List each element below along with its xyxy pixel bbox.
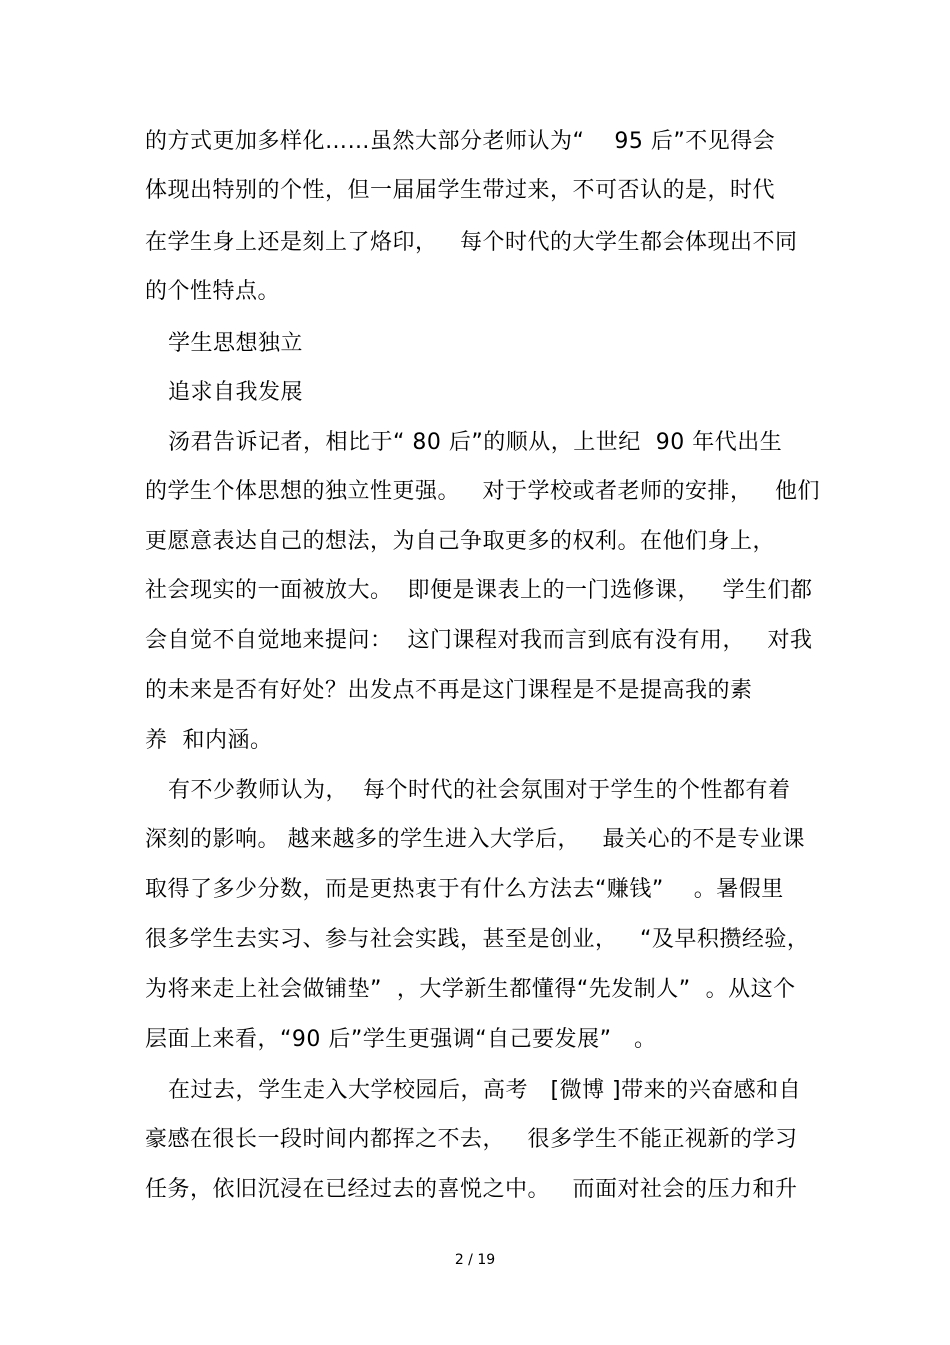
text-line: 更愿意表达自己的想法，为自己争取更多的权利。在他们身上， (145, 529, 776, 554)
text-line: 很多学生去实习、参与社会实践，甚至是创业， “及早积攒经验， (145, 927, 810, 952)
text-line: 有不少教师认为， 每个时代的社会氛围对于学生的个性都有着 (168, 778, 791, 803)
text-line: 取得了多少分数，而是更热衷于有什么方法去“赚钱” 。暑假里 (145, 877, 784, 902)
text-line: 会自觉不自觉地来提问： 这门课程对我而言到底有没有用， 对我 (145, 628, 813, 653)
text-line: 汤君告诉记者，相比于“ 80 后”的顺从，上世纪 90 年代出生 (168, 430, 783, 455)
section-heading: 学生思想独立 (168, 331, 304, 356)
text-line: 在过去，学生走入大学校园后，高考 [微博 ]带来的兴奋感和自 (168, 1078, 802, 1103)
text-line: 养 和内涵。 (145, 728, 273, 753)
text-line: 的个性特点。 (145, 279, 281, 304)
section-heading: 追求自我发展 (168, 380, 304, 405)
text-line: 深刻的影响。 越来越多的学生进入大学后， 最关心的不是专业课 (145, 827, 805, 852)
text-line: 体现出特别的个性，但一届届学生带过来，不可否认的是，时代 (145, 178, 776, 203)
page-number: 2 / 19 (454, 1252, 496, 1268)
text-line: 为将来走上社会做铺垫” ，大学新生都懂得“先发制人” 。从这个 (145, 977, 796, 1002)
text-line: 的未来是否有好处？出发点不再是这门课程是不是提高我的素 (145, 678, 753, 703)
text-line: 社会现实的一面被放大。 即便是课表上的一门选修课， 学生们都 (145, 578, 813, 603)
text-line: 任务，依旧沉浸在已经过去的喜悦之中。 而面对社会的压力和升 (145, 1177, 798, 1202)
text-line: 的方式更加多样化……虽然大部分老师认为“ 95 后”不见得会 (145, 129, 776, 154)
text-line: 层面上来看，“90 后”学生更强调“自己要发展” 。 (145, 1027, 657, 1052)
text-line: 豪感在很长一段时间内都挥之不去， 很多学生不能正视新的学习 (145, 1127, 798, 1152)
text-line: 的学生个体思想的独立性更强。 对于学校或者老师的安排， 他们 (145, 479, 820, 504)
text-line: 在学生身上还是刻上了烙印， 每个时代的大学生都会体现出不同 (145, 230, 798, 255)
